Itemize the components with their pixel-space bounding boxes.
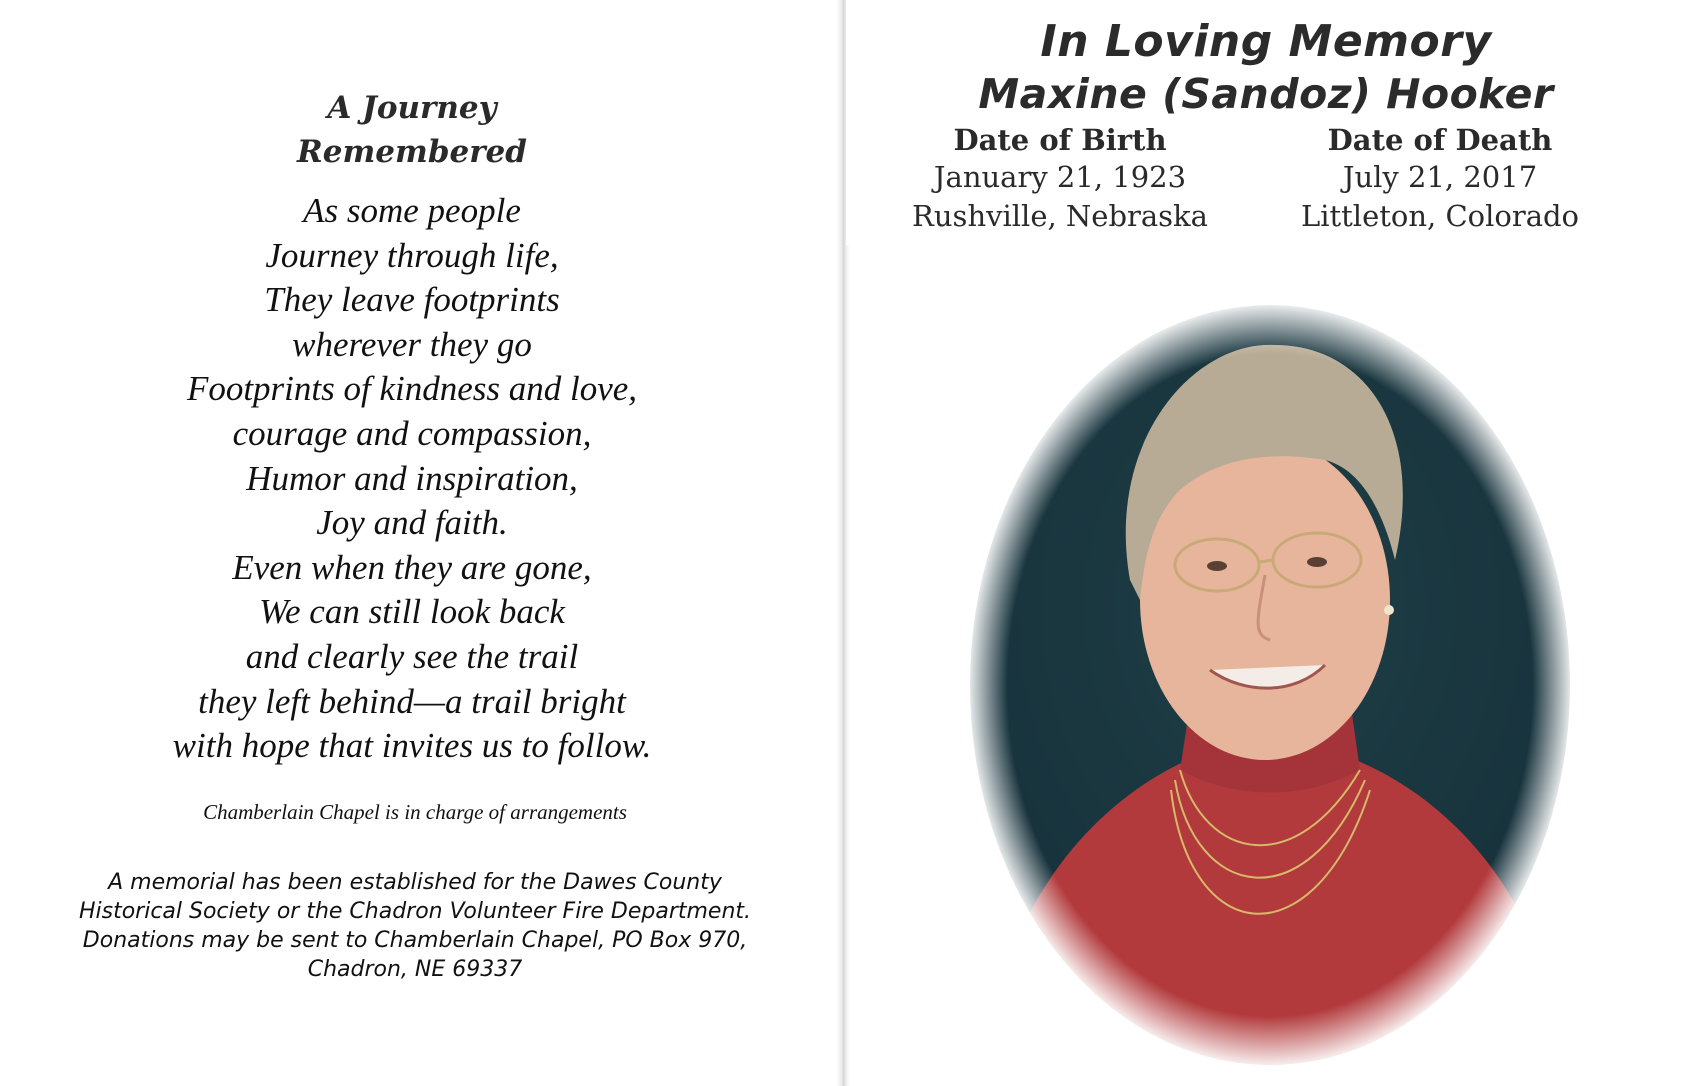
poem-text (0, 189, 824, 769)
birth-place: Rushville, Nebraska (912, 199, 1208, 233)
memory-heading: In Loving Memory (1040, 16, 1492, 67)
portrait-vignette (965, 300, 1575, 1070)
poem-title-line-1: A Journey (327, 90, 497, 126)
poem-line: As some people (303, 191, 521, 230)
death-date: July 21, 2017 (1342, 160, 1538, 194)
deceased-name: Maxine (Sandoz) Hooker (978, 70, 1554, 118)
death-info (1280, 122, 1600, 236)
poem-line: We can still look back (259, 592, 565, 632)
poem-line: Footprints of kindness and love, (186, 369, 638, 409)
birth-label: Date of Birth (953, 123, 1167, 157)
portrait-svg (965, 300, 1575, 1070)
poem-line: They leave footprints (264, 280, 560, 320)
poem-line: with hope that invites us to follow. (172, 726, 652, 766)
birth-info (900, 122, 1220, 236)
birth-date: January 21, 1923 (933, 160, 1187, 194)
poem-line: wherever they go (292, 324, 532, 364)
poem-line: Even when they are gone, (232, 547, 592, 587)
arrangements-note: Chamberlain Chapel is in charge of arrangements (203, 800, 627, 824)
memorial-line: Chadron, NE 69337 (307, 957, 523, 982)
death-label: Date of Death (1327, 123, 1553, 157)
poem-line: and clearly see the trail (245, 636, 579, 676)
poem-line: Joy and faith. (316, 503, 508, 543)
portrait-photo-icon (965, 300, 1575, 1070)
death-place: Littleton, Colorado (1300, 199, 1580, 233)
memorial-line: A memorial has been established for the Dawes County (108, 870, 722, 895)
poem-title-line-2: Remembered (297, 134, 527, 170)
memorial-line: Historical Society or the Chadron Volunteer Fire Department. (78, 899, 752, 924)
memorial-line: Donations may be sent to Chamberlain Chapel, PO Box 970, (82, 928, 748, 953)
poem-line: they left behind—a trail bright (198, 681, 626, 721)
memorial-note (0, 868, 830, 984)
poem-line: Journey through life, (265, 235, 559, 275)
poem-line: Humor and inspiration, (246, 458, 578, 498)
poem-line: courage and compassion, (232, 413, 592, 453)
